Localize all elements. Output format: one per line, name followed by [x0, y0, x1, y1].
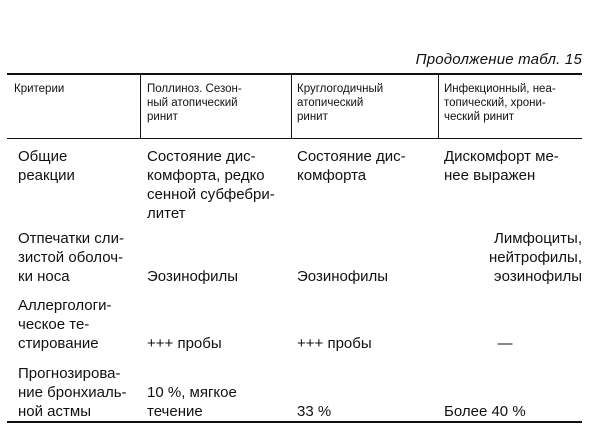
header-infectious-rhinitis: Инфекционный, неа- топический, хрони- ческий ринит [444, 83, 556, 123]
row-perennial-value: 33 % [297, 403, 332, 420]
row-perennial-value: Эозинофилы [297, 268, 389, 285]
table-top-rule [7, 73, 582, 75]
header-perennial-rhinitis: Круглогодичный атопический ринит [297, 83, 384, 123]
row-pollinosis-value: +++ пробы [147, 335, 222, 352]
row-infectious-value: — [497, 335, 513, 352]
row-pollinosis-value: 10 %, мягкое течение [147, 384, 237, 420]
row-criterion: Общие реакции [18, 148, 75, 184]
row-perennial-value: Состояние дис- комфорта [297, 148, 406, 184]
row-infectious-value: Более 40 % [444, 403, 526, 420]
row-criterion: Отпечатки сли- зистой оболоч- ки носа [18, 230, 124, 285]
row-criterion: Прогнозирова- ние бронхиаль- ной астмы [18, 365, 127, 420]
row-pollinosis-value: Эозинофилы [147, 268, 239, 285]
row-pollinosis-value: Состояние дис- комфорта, редко сенной субфебри- литет [147, 148, 275, 222]
header-pollinosis: Поллиноз. Сезон- ный атопический ринит [147, 83, 242, 123]
column-divider-2 [291, 74, 292, 138]
column-divider-3 [438, 74, 439, 138]
table-bottom-rule [7, 421, 582, 423]
row-infectious-value: Дискомфорт ме- нее выражен [444, 148, 559, 184]
row-perennial-value: +++ пробы [297, 335, 372, 352]
row-infectious-value: Лимфоциты, нейтрофилы, эозинофилы [489, 230, 582, 285]
column-divider-1 [140, 74, 141, 138]
row-criterion: Аллергологи- ческое те- стирование [18, 297, 112, 352]
table-caption: Продолжение табл. 15 [415, 51, 582, 68]
header-criteria: Критерии [14, 83, 65, 95]
table-header-rule [7, 138, 582, 139]
